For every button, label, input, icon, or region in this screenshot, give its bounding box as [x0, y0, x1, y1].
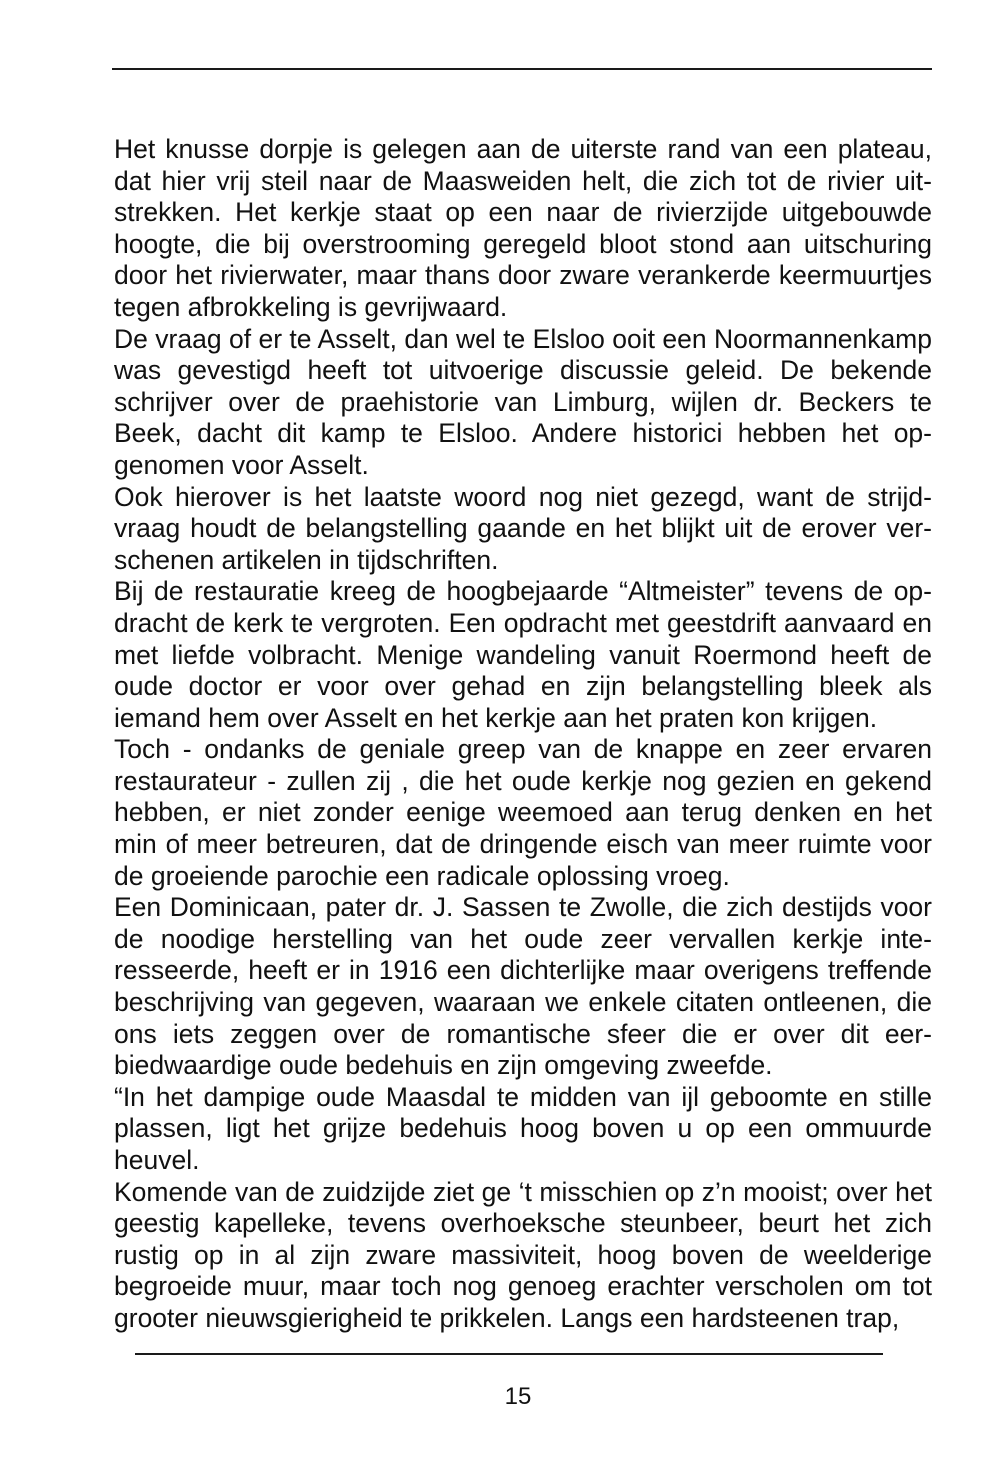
- page-number: 15: [504, 1383, 532, 1410]
- paragraph: “In het dampige oude Maasdal te midden van ijl geboomte en stille plassen, ligt het grijze bedehuis hoog boven u op een ommuurde heuvel.: [114, 1081, 932, 1175]
- paragraph: Het knusse dorpje is gelegen aan de uiterste rand van een plateau, dat hier vrij steil naar de Maasweiden helt, die zich tot de rivier uitstrekken. Het kerkje staat op een naar de rivierzijde uitgebouwde hoogte, die bij overstrooming geregeld bloot stond aan uitschuring door het rivierwater, maar thans door zware verankerde keermuurtjes tegen afbrokkeling is gevrijwaard.: [114, 134, 932, 322]
- paragraph: Komende van de zuidzijde ziet ge ‘t misschien op z’n mooist; over het geestig kapelleke, tevens overhoeksche steunbeer, beurt het zich rustig op in al zijn zware massiviteit, hoog boven de weelderige begroeide muur, maar toch nog genoeg erachter verscholen om tot grooter nieuwsgierigheid te prikkelen. Langs een hardsteenen trap,: [114, 1176, 932, 1333]
- paragraph: Bij de restauratie kreeg de hoogbejaarde “Altmeister” tevens de opdracht de kerk te vergroten. Een opdracht met geestdrift aanvaard en met liefde volbracht. Menige wandeling vanuit Roermond heeft de oude doctor er voor over gehad en zijn belangstelling bleek als iemand hem over Asselt en het kerkje aan het praten kon krijgen.: [114, 576, 932, 733]
- top-rule: [112, 68, 932, 70]
- paragraph: Ook hierover is het laatste woord nog niet gezegd, want de strijdvraag houdt de belangstelling gaande en het blijkt uit de erover verschenen artikelen in tijdschriften.: [114, 481, 932, 575]
- footer-rule: [135, 1353, 883, 1355]
- paragraph: Een Dominicaan, pater dr. J. Sassen te Zwolle, die zich destijds voor de noodige herstelling van het oude zeer vervallen kerkje interesseerde, heeft er in 1916 een dichterlijke maar overigens treffende beschrijving van gegeven, waaraan we enkele citaten ontleenen, die ons iets zeggen over de romantische sfeer die er over dit eerbiedwaardige oude bedehuis en zijn omgeving zweefde.: [114, 892, 932, 1081]
- body-text: [114, 134, 932, 1335]
- paragraph: De vraag of er te Asselt, dan wel te Elsloo ooit een Noormannenkamp was gevestigd heeft tot uitvoerige discussie geleid. De bekende schrijver over de praehistorie van Limburg, wijlen dr. Beckers te Beek, dacht dit kamp te Elsloo. Andere historici hebben het opgenomen voor Asselt.: [114, 323, 932, 480]
- paragraph: Toch - ondanks de geniale greep van de knappe en zeer ervaren restaurateur - zullen zij , die het oude kerkje nog gezien en gekend hebben, er niet zonder eenige weemoed aan terug denken en het min of meer betreuren, dat de dringende eisch van meer ruimte voor de groeiende parochie een radicale oplossing vroeg.: [114, 734, 932, 891]
